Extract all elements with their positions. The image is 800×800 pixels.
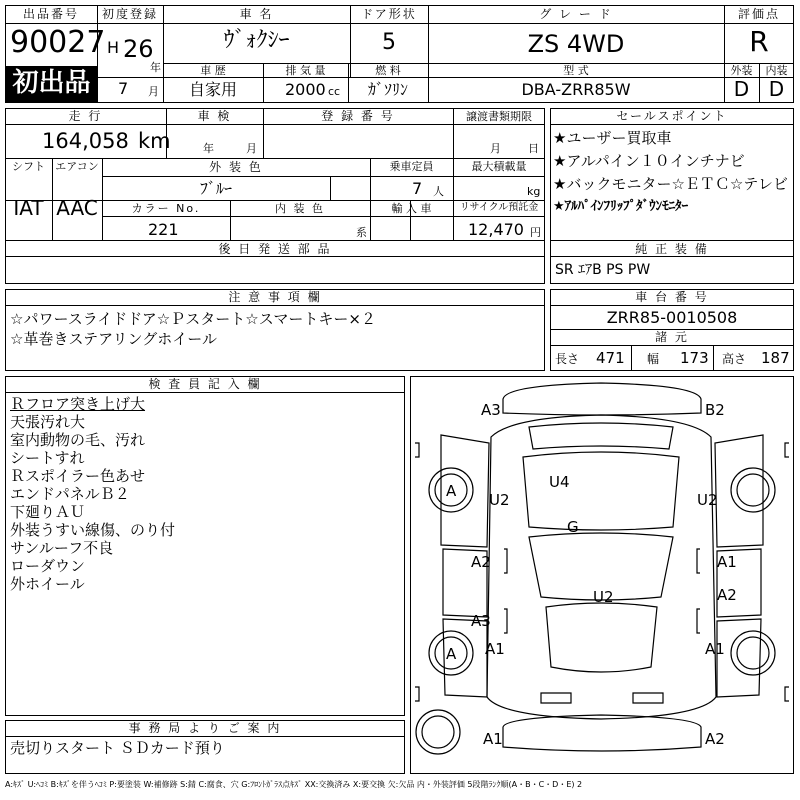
- interior-grade-label: 内装: [765, 64, 788, 77]
- inspector-remark: エンドパネルＢ２: [10, 485, 130, 503]
- damage-mark-hood: U2: [593, 588, 614, 606]
- inspector-remark: シートすれ: [10, 449, 85, 467]
- inspection-year-unit: 年: [203, 142, 214, 155]
- caution-line: ☆革巻きステアリングホイール: [10, 330, 217, 348]
- mileage: 164,058: [42, 129, 129, 153]
- score: R: [749, 25, 769, 58]
- damage-mark-front-left: A1: [483, 730, 503, 748]
- width-label: 幅: [647, 352, 660, 366]
- era: H: [107, 38, 120, 57]
- max-load-unit: kg: [527, 185, 541, 198]
- inspector-remark: Ｒスポイラー色あせ: [10, 467, 146, 485]
- history: 自家用: [188, 80, 237, 99]
- model-code: DBA-ZRR85W: [521, 80, 631, 99]
- recycle-fee-label: リサイクル預託金: [459, 202, 539, 213]
- lot-number: 90027: [10, 25, 106, 60]
- sales-point: ★アルパイン１０インチナビ: [553, 152, 745, 170]
- damage-mark-rear-left: A3: [481, 401, 501, 419]
- length-label: 長さ: [555, 352, 580, 366]
- door-type-label: ドア形状: [361, 7, 417, 21]
- inspector-label: 検 査 員 記 入 欄: [148, 377, 262, 391]
- lot-number-label: 出品番号: [22, 7, 79, 21]
- aircon-label: エアコン: [55, 160, 99, 173]
- exterior-color: ﾌﾞﾙｰ: [199, 179, 232, 198]
- damage-mark-right-front-door: A2: [717, 586, 737, 604]
- damage-mark-right-fender: A1: [705, 640, 725, 658]
- registration-month: 7: [118, 79, 129, 98]
- shift: IAT: [13, 196, 44, 220]
- aircon: AAC: [56, 196, 98, 220]
- factory-equipment-label: 純 正 装 備: [635, 242, 709, 256]
- import-label: 輸 入 車: [391, 202, 432, 215]
- model-code-label: 型 式: [563, 64, 589, 77]
- width: 173: [680, 349, 709, 367]
- fuel: ｶﾞｿﾘﾝ: [367, 80, 408, 99]
- damage-mark-left-front-door: A3: [471, 612, 491, 630]
- shift-label: シフト: [12, 160, 45, 173]
- height-label: 高さ: [722, 352, 747, 366]
- capacity: 7: [412, 179, 423, 198]
- inspector-remark: サンルーフ不良: [10, 539, 114, 557]
- chassis-number-label: 車 台 番 号: [635, 290, 709, 304]
- exterior-color-label: 外 装 色: [209, 160, 263, 174]
- transfer-deadline-label: 譲渡書類期限: [466, 110, 532, 123]
- office-notice: 売切りスタート ＳＤカード預り: [10, 739, 225, 757]
- inspector-remark: 下廻りＡＵ: [10, 503, 86, 521]
- car-outline-diagram: [411, 377, 793, 773]
- first-listing-text: 初出品: [12, 68, 91, 98]
- interior-color-unit: 系: [356, 226, 367, 239]
- interior-color-label: 内 装 色: [275, 202, 325, 215]
- height: 187: [761, 349, 790, 367]
- legend: A:ｷｽﾞ U:ﾍｺﾐ B:ｷｽﾞを伴うﾍｺﾐ P:要塗装 W:補修跡 S:錆 C:腐食、穴 G:ﾌﾛﾝﾄｶﾞﾗｽ点ｷｽﾞ XX:交換済み X:要交換 欠:欠品 内・外装評価 5段階ﾗﾝｸ順(A・B・C・D・E) 2: [5, 780, 583, 789]
- inspector-remark: Ｒフロア突き上げ大: [10, 395, 146, 413]
- inspector-remark: ローダウン: [10, 557, 86, 575]
- damage-mark-right-rear-door: A1: [717, 553, 737, 571]
- vehicle-name: ｳﾞｫｸｼｰ: [223, 28, 290, 53]
- sales-point: ★バックモニター☆ＥＴＣ☆テレビ: [553, 175, 789, 193]
- vehicle-name-label: 車 名: [239, 7, 274, 21]
- max-load-label: 最大積載量: [471, 160, 527, 173]
- specs-label: 諸 元: [655, 330, 689, 344]
- transfer-day-unit: 日: [528, 142, 539, 155]
- first-registration-label: 初度登録: [101, 7, 158, 21]
- grade: ZS 4WD: [527, 30, 625, 58]
- damage-mark-left-tire-area: U2: [489, 491, 510, 509]
- damage-mark-rear-right: B2: [705, 401, 725, 419]
- inspection-label: 車 検: [197, 109, 232, 123]
- damage-mark-left-fender: A1: [485, 640, 505, 658]
- exterior-grade-label: 外装: [730, 64, 753, 77]
- score-label: 評価点: [737, 7, 780, 21]
- grade-label: グ レ ー ド: [539, 7, 613, 21]
- caution-line: ☆パワースライドドア☆Ｐスタート☆スマートキー×２: [10, 310, 376, 328]
- inspector-remark: 天張汚れ大: [10, 413, 86, 431]
- later-shipped-parts-label: 後 日 発 送 部 品: [218, 242, 332, 256]
- factory-equipment: SR ｴｱB PS PW: [555, 262, 651, 278]
- sales-point: ★ｱﾙﾊﾟｲﾝﾌﾘｯﾌﾟﾀﾞｳﾝﾓﾆﾀｰ: [553, 199, 689, 214]
- history-label: 車 歴: [200, 64, 226, 77]
- caution-label: 注 意 事 項 欄: [228, 290, 322, 304]
- transfer-month-unit: 月: [490, 142, 501, 155]
- damage-mark-rear-roof: U4: [549, 473, 570, 491]
- mileage-unit: km: [138, 129, 171, 153]
- sales-point: ★ユーザー買取車: [553, 129, 672, 147]
- damage-mark-roof-glass: G: [567, 518, 579, 536]
- inspection-month-unit: 月: [246, 142, 257, 155]
- capacity-label: 乗車定員: [389, 160, 434, 173]
- door-count: 5: [382, 30, 396, 55]
- damage-mark-front-right: A2: [705, 730, 725, 748]
- recycle-fee: 12,470: [468, 220, 524, 239]
- length: 471: [596, 349, 625, 367]
- month-unit: 月: [148, 85, 159, 98]
- damage-mark-left-rear-wheel: A: [446, 482, 457, 500]
- damage-mark-right-tire-area: U2: [697, 491, 718, 509]
- displacement: 2000: [285, 80, 326, 99]
- damage-mark-left-rear-door: A2: [471, 553, 491, 571]
- capacity-unit: 人: [433, 185, 444, 198]
- mileage-label: 走 行: [68, 109, 103, 123]
- color-no-label: カラー No.: [131, 202, 201, 215]
- year-unit: 年: [150, 61, 161, 74]
- plate-number-label: 登 録 番 号: [321, 109, 395, 123]
- fuel-label: 燃 料: [375, 64, 401, 77]
- inspector-remark: 室内動物の毛、汚れ: [10, 431, 146, 449]
- color-number: 221: [148, 220, 179, 239]
- chassis-number: ZRR85-0010508: [606, 308, 738, 327]
- displacement-label: 排 気 量: [285, 64, 326, 77]
- exterior-grade: D: [733, 77, 750, 101]
- damage-mark-left-front-wheel: A: [446, 645, 457, 663]
- inspector-remark: 外装うすい線傷、のり付: [10, 521, 176, 539]
- office-notice-label: 事 務 局 よ り ご 案 内: [128, 721, 282, 735]
- sales-points-label: セールスポイント: [616, 109, 728, 123]
- displacement-unit: cc: [328, 85, 341, 98]
- recycle-fee-unit: 円: [530, 226, 541, 239]
- registration-year: 26: [123, 35, 154, 63]
- interior-grade: D: [768, 77, 785, 101]
- inspector-remark: 外ホイール: [10, 575, 85, 593]
- damage-diagram: [410, 376, 794, 774]
